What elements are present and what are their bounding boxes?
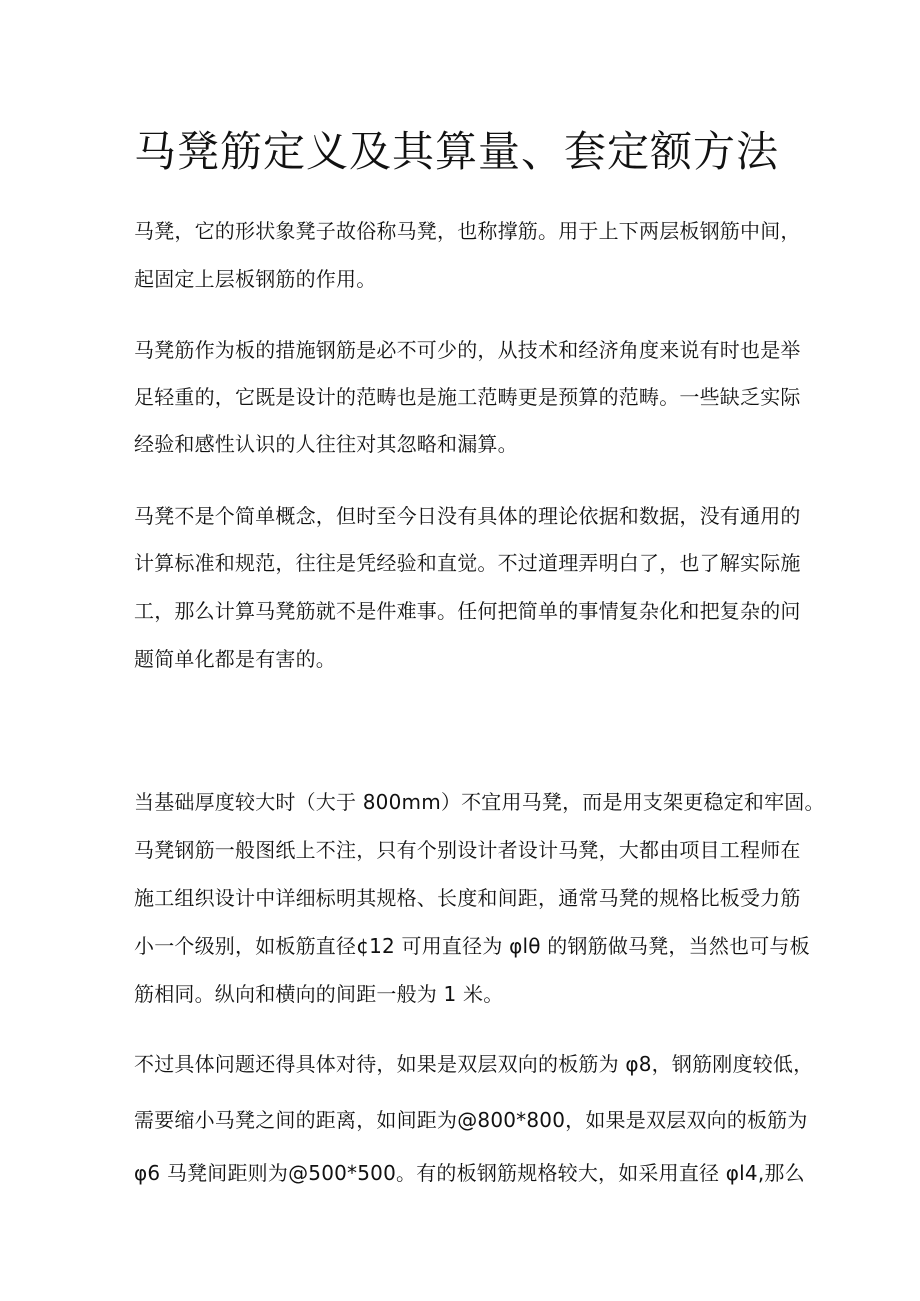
paragraph-5-line-3: φ6 马凳间距则为@500*500。有的板钢筋规格较大，如采用直径 φl4,那么 <box>134 1161 805 1185</box>
paragraph-2-line-3: 经验和感性认识的人往往对其忽略和漏算。 <box>134 432 518 456</box>
paragraph-3-line-1: 马凳不是个简单概念，但时至今日没有具体的理论依据和数据，没有通用的 <box>134 504 801 528</box>
paragraph-3-line-2: 计算标准和规范，往往是凭经验和直觉。不过道理弄明白了，也了解实际施 <box>134 551 801 575</box>
paragraph-1-line-2: 起固定上层板钢筋的作用。 <box>134 267 377 291</box>
paragraph-2-line-2: 足轻重的，它既是设计的范畴也是施工范畴更是预算的范畴。一些缺乏实际 <box>134 385 801 409</box>
paragraph-5-line-1: 不过具体问题还得具体对待，如果是双层双向的板筋为 φ8，钢筋刚度较低， <box>134 1052 814 1076</box>
paragraph-4-line-2: 马凳钢筋一般图纸上不注，只有个别设计者设计马凳，大都由项目工程师在 <box>134 838 801 862</box>
paragraph-1-line-1: 马凳，它的形状象凳子故俗称马凳，也称撑筋。用于上下两层板钢筋中间， <box>134 219 801 243</box>
document-title: 马凳筋定义及其算量、套定额方法 <box>134 127 780 176</box>
paragraph-4-line-5: 筋相同。纵向和横向的间距一般为 1 米。 <box>134 982 504 1006</box>
paragraph-3-line-3: 工，那么计算马凳筋就不是件难事。任何把简单的事情复杂化和把复杂的问 <box>134 599 801 623</box>
paragraph-3-line-4: 题简单化都是有害的。 <box>134 647 336 671</box>
paragraph-2-line-1: 马凳筋作为板的措施钢筋是必不可少的，从技术和经济角度来说有时也是举 <box>134 338 801 362</box>
paragraph-4-line-1: 当基础厚度较大时（大于 800mm）不宜用马凳，而是用支架更稳定和牢固。 <box>134 790 825 814</box>
paragraph-4-line-4: 小一个级别，如板筋直径¢12 可用直径为 φlθ 的钢筋做马凳，当然也可与板 <box>134 934 810 958</box>
paragraph-4-line-3: 施工组织设计中详细标明其规格、长度和间距，通常马凳的规格比板受力筋 <box>134 886 801 910</box>
paragraph-5-line-2: 需要缩小马凳之间的距离，如间距为@800*800，如果是双层双向的板筋为 <box>134 1108 808 1132</box>
